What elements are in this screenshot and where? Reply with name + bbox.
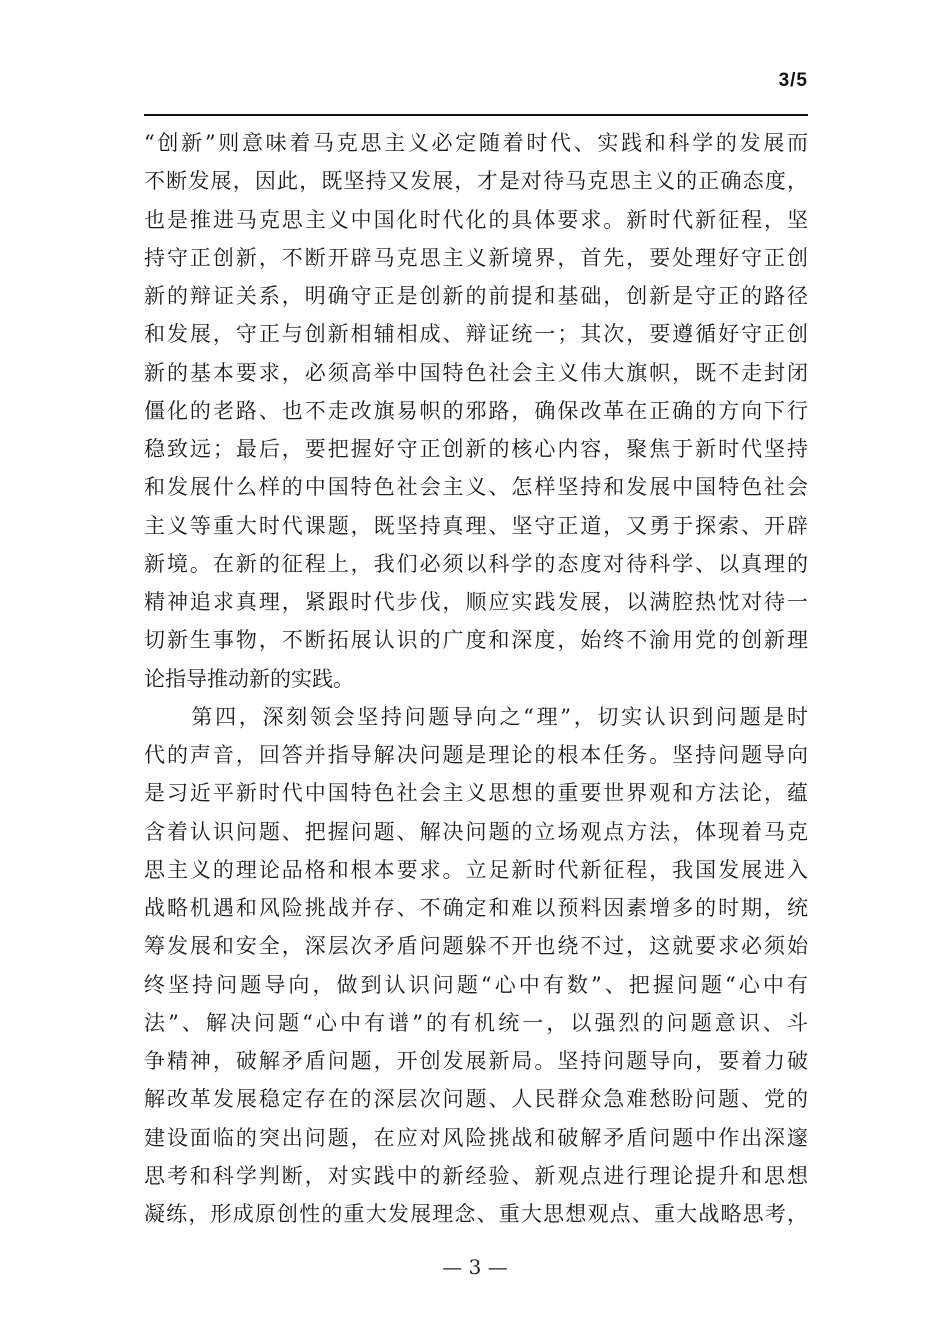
text-line: 争精神，破解矛盾问题，开创发展新局。坚持问题导向，要着力破	[144, 1049, 808, 1073]
text-line: 精神追求真理，紧跟时代步伐，顺应实践发展，以满腔热忱对待一	[144, 590, 808, 614]
text-line: 稳致远；最后，要把握好守正创新的核心内容，聚焦于新时代坚持	[144, 437, 808, 461]
text-line: 解改革发展稳定存在的深层次问题、人民群众急难愁盼问题、党的	[144, 1087, 808, 1112]
text-line: “创新”则意味着马克思主义必定随着时代、实践和科学的发展而	[144, 131, 808, 155]
text-line: 也是推进马克思主义中国化时代化的具体要求。新时代新征程，坚	[144, 207, 808, 232]
document-body	[144, 124, 808, 1233]
text-line: 战略机遇和风险挑战并存、不确定和难以预料因素增多的时期，统	[144, 896, 808, 920]
text-line: 论指导推动新的实践。	[144, 666, 354, 691]
text-line: 筹发展和安全，深层次矛盾问题躲不开也绕不过，这就要求必须始	[144, 934, 808, 959]
text-line: 思主义的理论品格和根本要求。立足新时代新征程，我国发展进入	[144, 857, 808, 882]
text-line: 和发展什么样的中国特色社会主义、怎样坚持和发展中国特色社会	[144, 475, 808, 500]
text-line: 切新生事物，不断拓展认识的广度和深度，始终不渝用党的创新理	[144, 628, 808, 653]
text-line: 终坚持问题导向，做到认识问题“心中有数”、把握问题“心中有	[144, 972, 808, 997]
text-line: 不断发展，因此，既坚持又发展，才是对待马克思主义的正确态度，	[144, 169, 808, 194]
text-line: 僵化的老路、也不走改旗易帜的邪路，确保改革在正确的方向下行	[144, 398, 808, 423]
header-rule	[144, 114, 808, 116]
page-counter: 3/5	[778, 70, 808, 91]
text-line: 第四，深刻领会坚持问题导向之“理”，切实认识到问题是时	[144, 704, 808, 729]
text-line: 是习近平新时代中国特色社会主义思想的重要世界观和方法论，蕴	[144, 781, 808, 806]
text-line: 思考和科学判断，对实践中的新经验、新观点进行理论提升和思想	[144, 1163, 808, 1188]
text-line: 主义等重大时代课题，既坚持真理、坚守正道，又勇于探索、开辟	[144, 513, 808, 538]
text-line: 含着认识问题、把握问题、解决问题的立场观点方法，体现着马克	[144, 819, 808, 844]
text-line: 和发展，守正与创新相辅相成、辩证统一；其次，要遵循好守正创	[144, 322, 808, 347]
text-line: 建设面临的突出问题，在应对风险挑战和破解矛盾问题中作出深邃	[144, 1125, 808, 1150]
text-line: 新的基本要求，必须高举中国特色社会主义伟大旗帜，既不走封闭	[144, 360, 808, 385]
text-line: 代的声音，回答并指导解决问题是理论的根本任务。坚持问题导向	[144, 743, 808, 767]
text-line: 新的辩证关系，明确守正是创新的前提和基础，创新是守正的路径	[144, 284, 808, 308]
text-line: 新境。在新的征程上，我们必须以科学的态度对待科学、以真理的	[144, 551, 808, 576]
text-line: 凝练，形成原创性的重大发展理念、重大思想观点、重大战略思考，	[144, 1202, 808, 1226]
page-number-footer: — 3 —	[442, 1255, 508, 1279]
text-line: 持守正创新，不断开辟马克思主义新境界，首先，要处理好守正创	[144, 245, 808, 270]
text-line: 法”、解决问题“心中有谱”的有机统一，以强烈的问题意识、斗	[144, 1010, 808, 1035]
